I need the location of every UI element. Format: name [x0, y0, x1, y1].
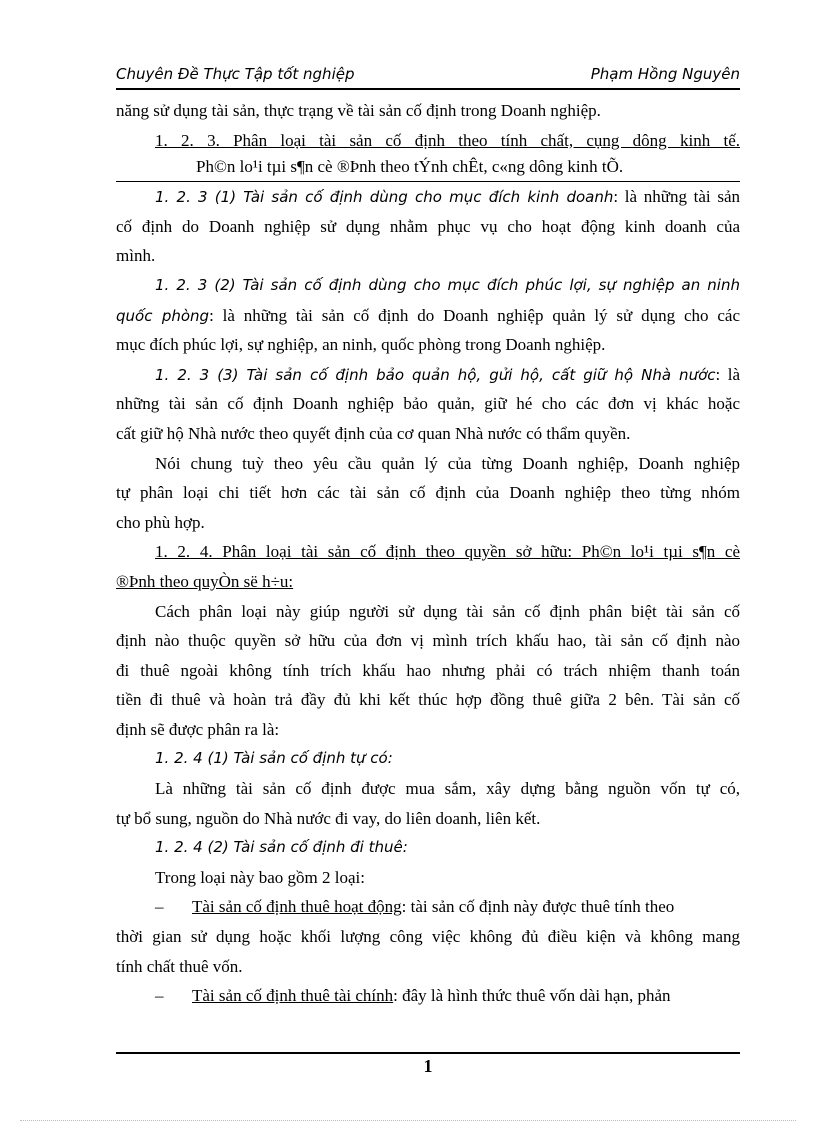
section-heading-encoded: Ph©n lo¹i tµi s¶n cè ®Þnh theo tÝnh chÊt, c«ng dông kinh tÕ. [116, 153, 740, 182]
body-line: định sẽ được phân ra là: [116, 719, 280, 739]
subsection-title-cont: quốc phòng [116, 306, 210, 325]
body-line: Nói chung tuỳ theo yêu cầu quản lý của từng Doanh nghiệp, Doanh nghiệp [155, 453, 740, 473]
page-number: 1 [423, 1056, 433, 1076]
body-line: năng sử dụng tài sản, thực trạng về tài sản cố định trong Doanh nghiệp. [116, 101, 601, 120]
document-body [116, 96, 740, 1011]
body-line: tính chất thuê vốn. [116, 956, 243, 976]
list-item [116, 981, 740, 1011]
body-line: mục đích phúc lợi, sự nghiệp, an ninh, quốc phòng trong Doanh nghiệp. [116, 335, 606, 355]
header-title: Chuyên Đề Thực Tập tốt nghiệp [116, 65, 355, 83]
list-item-term: Tài sản cố định thuê tài chính [192, 986, 394, 1006]
body-line: thời gian sử dụng hoặc khối lượng công việc không đủ điều kiện và không mang [116, 927, 740, 947]
body-line: mình. [116, 246, 156, 266]
body-line: tự phân loại chi tiết hơn các tài sản cố định của Doanh nghiệp theo từng nhóm [116, 483, 740, 503]
list-item-term: Tài sản cố định thuê hoạt động [192, 897, 402, 917]
body-line: cố định do Doanh nghiệp sử dụng nhằm phục vụ cho hoạt động kinh doanh của [116, 216, 740, 236]
body-line: tiền đi thuê và hoàn trả đầy đủ khi kết thúc hợp đồng thuê giữa 2 bên. Tài sản cố [116, 690, 740, 710]
page-bottom-border [20, 1120, 796, 1121]
body-line [116, 182, 740, 212]
body-text: : tài sản cố định này được thuê tính theo [401, 897, 675, 917]
subsection-title: 1. 2. 3 (1) Tài sản cố định dùng cho mục đích kinh doanh [155, 188, 614, 207]
subsection-title: 1. 2. 4 (1) Tài sản cố định tự có: [155, 749, 393, 768]
body-line: Là những tài sản cố định được mua sắm, xây dựng bằng nguồn vốn tự có, [155, 779, 740, 799]
header-author: Phạm Hồng Nguyên [590, 65, 740, 83]
body-line: những tài sản cố định Doanh nghiệp bảo quản, giữ hé cho các đơn vị khác hoặc [116, 394, 740, 414]
body-text: : là [715, 364, 740, 384]
body-line: Cách phân loại này giúp người sử dụng tài sản cố định phân biệt tài sản cố [155, 601, 740, 621]
page-header [116, 64, 740, 90]
body-line: đi thuê ngoài không tính trích khấu hao nhưng phải có trách nhiệm thanh toán [116, 660, 740, 680]
page-footer [116, 1052, 740, 1082]
section-heading-cont: ®Þnh theo quyÒn së h÷u: [116, 571, 294, 591]
body-text: : đây là hình thức thuê vốn dài hạn, phản [393, 986, 671, 1006]
body-text: : là những tài sản cố định do Doanh nghiệp quản lý sử dụng cho các [209, 305, 740, 325]
body-line [116, 360, 740, 390]
subsection-title: 1. 2. 3 (3) Tài sản cố định bảo quản hộ, gửi hộ, cất giữ hộ Nhà nước [155, 365, 716, 384]
body-line: cất giữ hộ Nhà nước theo quyết định của cơ quan Nhà nước có thẩm quyền. [116, 423, 631, 443]
body-text: : là những tài sản [613, 187, 741, 207]
body-line: Trong loại này bao gồm 2 loại: [155, 867, 365, 887]
body-line: định nào thuộc quyền sở hữu của đơn vị mình trích khấu hao, tài sản cố định nào [116, 631, 740, 651]
list-dash: – [155, 897, 164, 917]
subsection-title: 1. 2. 4 (2) Tài sản cố định đi thuê: [155, 838, 408, 857]
section-heading-1-2-4: 1. 2. 4. Phân loại tài sản cố định theo quyền sở hữu: Ph©n lo¹i tµi s¶n cè [155, 542, 740, 562]
body-line [116, 301, 740, 331]
list-item [116, 892, 740, 922]
body-line: tự bổ sung, nguồn do Nhà nước đi vay, do liên doanh, liên kết. [116, 808, 541, 828]
section-heading-1-2-3: 1. 2. 3. Phân loại tài sản cố định theo tính chất, cụng dông kinh tế. [155, 130, 740, 150]
list-dash: – [155, 986, 164, 1006]
body-line: cho phù hợp. [116, 512, 205, 532]
subsection-title: 1. 2. 3 (2) Tài sản cố định dùng cho mục đích phúc lợi, sự nghiệp an ninh [155, 275, 740, 294]
